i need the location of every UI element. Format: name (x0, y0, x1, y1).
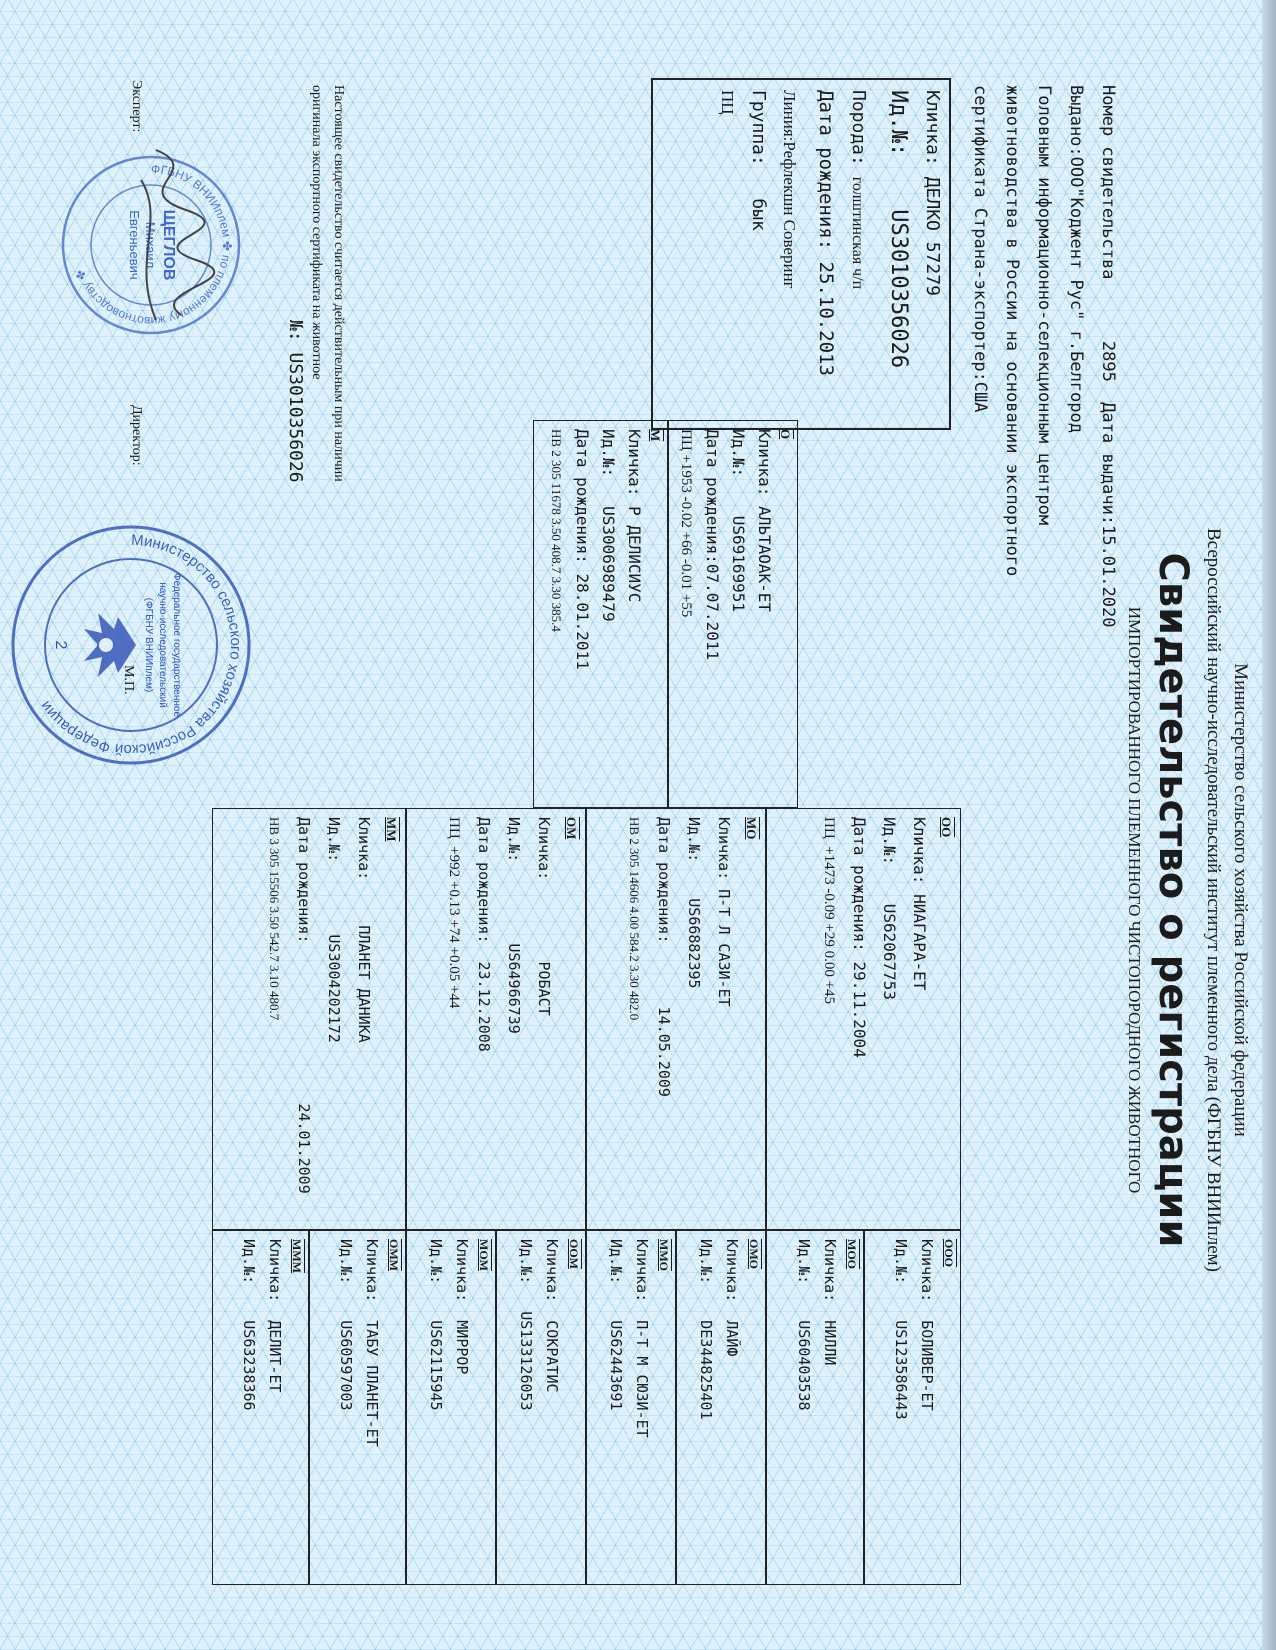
validity-line-1: Настоящее свидетельство считается действительным при наличии (331, 85, 346, 482)
omm-id: Ид.№: US60597003 (337, 1239, 355, 1411)
cell-code: ООО (942, 1239, 956, 1268)
seal-number: 2 (52, 640, 69, 650)
mmm-id: Ид.№: US63238366 (240, 1239, 258, 1411)
breed-label: Порода: (848, 90, 869, 166)
cell-code: МОМ (477, 1239, 491, 1271)
cell-code: МОО (845, 1239, 859, 1269)
omo-id: Ид.№: DE344825401 (697, 1239, 715, 1420)
institute-line: Всероссийский научно-исследовательский институт племенного дела (ФГБНУ ВНИИплем) (1203, 527, 1224, 1273)
seal-inner-2: научно-исследовательский (157, 582, 168, 708)
footer-certificate-number: №: US3010356026 (285, 320, 306, 483)
moo-id: Ид.№: US60403538 (795, 1239, 813, 1411)
oom-name: Кличка: СОКРАТИС (543, 1239, 561, 1393)
moo-name: Кличка: НИЛЛИ (821, 1239, 839, 1366)
oo-pc: ПЦ +1473 -0.09 +29 0.00 +45 (821, 817, 837, 1005)
animal-name: Кличка: ДЕЛКО 57279 (922, 90, 943, 296)
breed-value: голштинская ч/п (849, 176, 866, 290)
mp-label: М.П. (121, 665, 136, 695)
cell-code: ООМ (567, 1239, 581, 1269)
mo-milk: НВ 2 305 14606 4.00 584.2 3.30 482.0 (627, 817, 642, 1021)
expert-stamp-name-1: ЩЕГЛОВ (160, 209, 177, 281)
pedigree-cell-moo (766, 1230, 864, 1585)
oo-name: Кличка: НИАГАРА-ЕТ (910, 817, 929, 991)
ooo-id: Ид.№: US123586443 (892, 1239, 910, 1420)
animal-birth: Дата рождения: 25.10.2013 (815, 90, 837, 376)
dam-birth: Дата рождения: 28.01.2011 (573, 429, 592, 670)
expert-stamp-name-3: Евгеньевич (127, 210, 142, 280)
animal-id: Ид.№: US3010356026 (886, 90, 911, 369)
pedigree-cell-mmm (212, 1230, 309, 1585)
document-title: Свидетельство о регистрации (1150, 552, 1196, 1248)
mm-birth-line (289, 817, 319, 1221)
sire-pc: ПЦ +1953 -0.02 +66 -0.01 +55 (678, 429, 694, 618)
eagle-emblem-icon (84, 613, 136, 677)
pedigree-cell-mmo (586, 1230, 676, 1585)
mm-name: Кличка: ПЛАНЕТ ДАНИКА (355, 817, 373, 1043)
omm-name: Кличка: ТАБУ ПЛАНЕТ-ЕТ (363, 1239, 381, 1447)
mmm-name: Кличка: ДЕЛИТ-ЕТ (266, 1239, 284, 1393)
cell-code: ОМ (564, 817, 579, 840)
cell-code: МО (744, 817, 759, 840)
certificate-number-line: Номер свидетельства 2895 Дата выдачи:15.01.2020 (1098, 85, 1118, 628)
animal-line: Линия:Рефлекшн Соверинг (780, 90, 799, 289)
animal-box (651, 78, 951, 430)
mm-birth-label: Дата рождения: (295, 817, 313, 944)
cell-code: ОМО (747, 1239, 761, 1269)
pedigree-cell-om (406, 808, 586, 1230)
animal-pc: ПЦ (718, 90, 737, 115)
issuer-line-2: животноводства в России на основании экспортного (1002, 85, 1022, 577)
seal-inner-1: Федеральное государственное (171, 572, 182, 718)
cell-code: М (648, 429, 663, 442)
mo-name: Кличка: П-Т Л САЗИ-ЕТ (715, 817, 733, 1007)
mom-name: Кличка: МИРРОР (453, 1239, 471, 1375)
signature (106, 140, 226, 340)
pedigree-cell-o (668, 420, 798, 808)
issuer-line-3: сертификата Страна-экспортер:США (970, 85, 990, 413)
mm-birth-date: 24.01.2009 (295, 1103, 313, 1194)
ooo-name: Кличка: БОЛИВЕР-ЕТ (918, 1239, 936, 1411)
dam-milk: НВ 2 305 11678 3.50 408.7 3.30 385.4 (549, 429, 564, 632)
seal-ring-text: Министерство сельского хозяйства Российской Федерации (36, 531, 245, 759)
dam-name: Кличка: Р ДЕЛИСИУС (625, 429, 644, 603)
animal-breed (848, 90, 869, 289)
pedigree-cell-oo (766, 808, 961, 1230)
mmo-id: Ид.№: US62443691 (607, 1239, 625, 1411)
oom-id: Ид.№: US133126053 (517, 1239, 535, 1411)
director-label: Директор: (129, 405, 144, 466)
oo-id: Ид.№: US62067753 (880, 817, 899, 1001)
dam-id: Ид.№: US3006989479 (599, 429, 618, 622)
cell-code: ОО (939, 817, 954, 838)
expert-label: Эксперт: (129, 80, 144, 133)
pedigree-cell-mm (212, 808, 406, 1230)
om-birth: Дата рождения: 23.12.2008 (475, 817, 493, 1052)
expert-stamp-ring-text: ФГБНУ ВНИИплем ✤ по племенному животноводству ✤ (72, 161, 235, 329)
sire-birth: Дата рождения:07.07.2011 (703, 429, 722, 661)
official-seal-graphic (6, 520, 256, 770)
cell-code: ОММ (387, 1239, 401, 1271)
mm-milk: НВ 3 305 15506 3.50 542.7 3.10 480.7 (267, 817, 282, 1021)
pedigree-cell-mom (406, 1230, 496, 1585)
pedigree-cell-mo (586, 808, 766, 1230)
cell-code: ММО (657, 1239, 671, 1271)
oo-birth: Дата рождения: 29.11.2004 (850, 817, 869, 1058)
cell-code: МММ (290, 1239, 304, 1273)
seal-inner-3: (ФГБНУ ВНИИплем) (143, 597, 154, 693)
pedigree-cell-ooo (864, 1230, 961, 1585)
ministry-line: Министерство сельского хозяйства Российской федерации (1230, 663, 1251, 1137)
animal-group: Группа: бык (748, 90, 769, 231)
pedigree-cell-omm (309, 1230, 406, 1585)
omo-name: Кличка: ЛАЙФ (723, 1239, 741, 1357)
official-seal (6, 520, 256, 770)
expert-stamp-name-2: Михаил (143, 221, 158, 269)
issuer-line-1: Головным информационно-селекционным центром (1034, 85, 1054, 526)
cell-code: О (778, 429, 793, 440)
mo-birth: Дата рождения: 14.05.2009 (655, 817, 673, 1097)
sire-name: Кличка: АЛЬТАОАК-ЕТ (755, 429, 774, 613)
mom-id: Ид.№: US62115945 (427, 1239, 445, 1411)
mm-id: Ид.№: US3004202172 (325, 817, 343, 1043)
cell-code: ММ (384, 817, 399, 842)
sire-id: Ид.№: US69169951 (729, 429, 748, 613)
om-id: Ид.№: US64966739 (505, 817, 523, 1034)
validity-line-2: оригинала экспортного сертификата на животное (309, 85, 324, 380)
mo-id: Ид.№: US66882395 (685, 817, 703, 989)
mmo-name: Кличка: П-Т М СЮЗИ-ЕТ (633, 1239, 651, 1438)
pedigree-cell-m (533, 420, 668, 808)
pedigree-cell-omo (676, 1230, 766, 1585)
issued-to-line: Выдано:ООО"Коджент Рус" г.Белгород (1066, 85, 1086, 433)
pedigree-cell-oom (496, 1230, 586, 1585)
om-name: Кличка: РОБАСТ (535, 817, 553, 1016)
document-subtitle: ИМПОРТИРОВАННОГО ПЛЕМЕННОГО ЧИСТОПОРОДНОГО ЖИВОТНОГО (1125, 606, 1144, 1194)
om-pc: ПЦ +992 +0.13 +74 +0.05 +44 (446, 817, 462, 1009)
